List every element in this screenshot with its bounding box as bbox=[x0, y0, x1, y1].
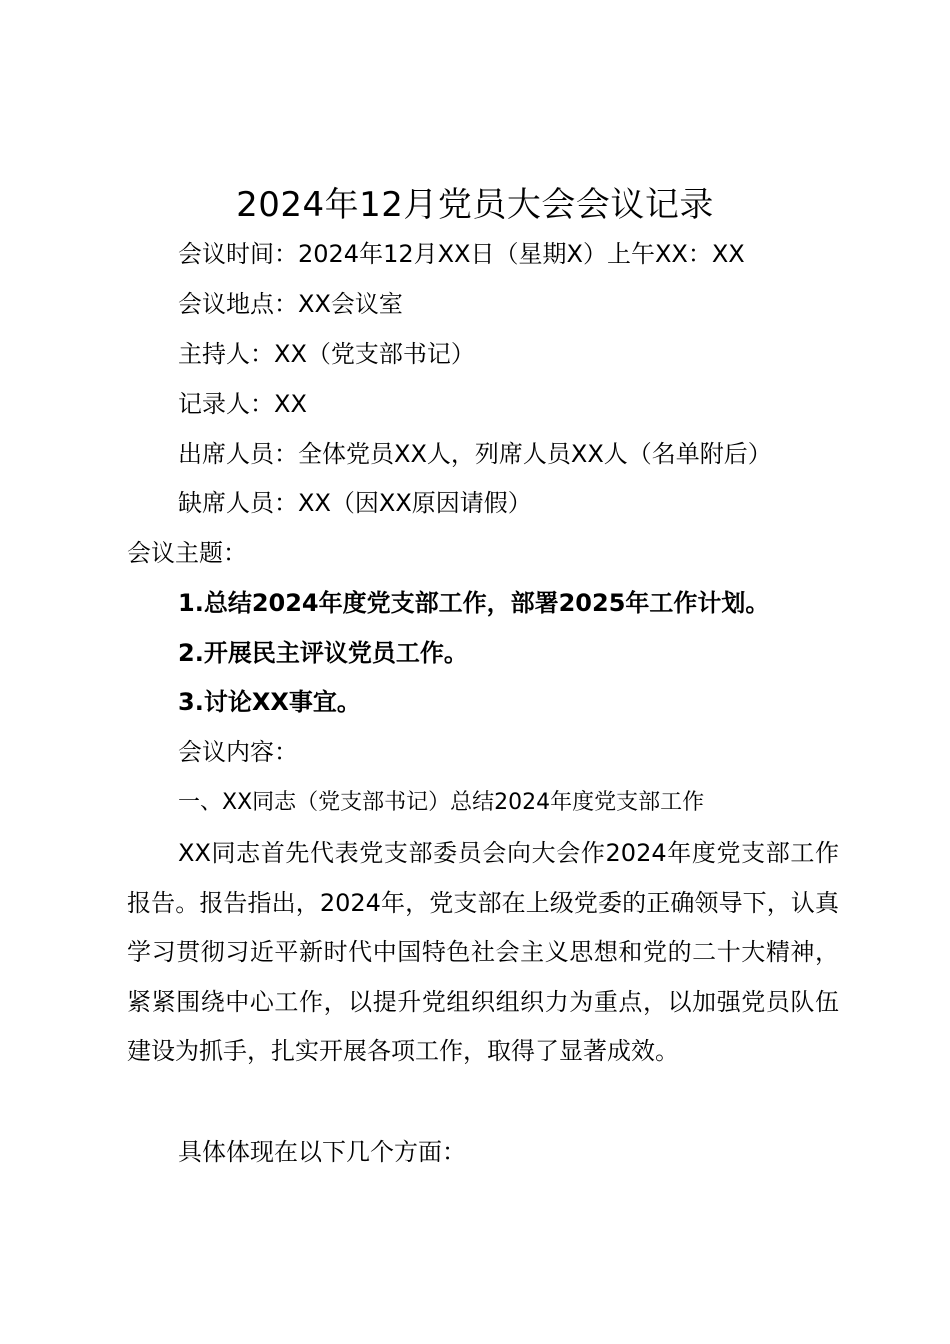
topic-item-2: 2.开展民主评议党员工作。 bbox=[178, 639, 468, 667]
section-one-heading: 一、XX同志（党支部书记）总结2024年度党支部工作 bbox=[178, 790, 705, 815]
topic-item-3: 3.讨论XX事宜。 bbox=[178, 688, 361, 716]
meeting-place: 会议地点：XX会议室 bbox=[178, 290, 403, 318]
meeting-absentees: 缺席人员：XX（因XX原因请假） bbox=[178, 489, 532, 517]
meeting-attendees: 出席人员：全体党员XX人，列席人员XX人（名单附后） bbox=[178, 440, 772, 468]
meeting-time: 会议时间：2024年12月XX日（星期X）上午XX：XX bbox=[178, 240, 745, 268]
section-one-paragraph: XX同志首先代表党支部委员会向大会作2024年度党支部工作报告。报告指出，2024年，党支部在上级党委的正确领导下，认真学习贯彻习近平新时代中国特色社会主义思想和党的二十大精神，紧紧围绕中心工作，以提升党组织组织力为重点，以加强党员队伍建设为抓手，扎实开展各项工作，取得了显著成效。 bbox=[127, 839, 839, 1066]
meeting-host: 主持人：XX（党支部书记） bbox=[178, 340, 475, 368]
meeting-recorder: 记录人：XX bbox=[178, 390, 307, 418]
content-label: 会议内容： bbox=[178, 738, 298, 766]
topic-item-1: 1.总结2024年度党支部工作，部署2025年工作计划。 bbox=[178, 589, 770, 617]
aspects-intro: 具体体现在以下几个方面： bbox=[178, 1138, 466, 1166]
topics-label: 会议主题： bbox=[127, 539, 247, 567]
document-title: 2024年12月党员大会会议记录 bbox=[236, 185, 714, 225]
